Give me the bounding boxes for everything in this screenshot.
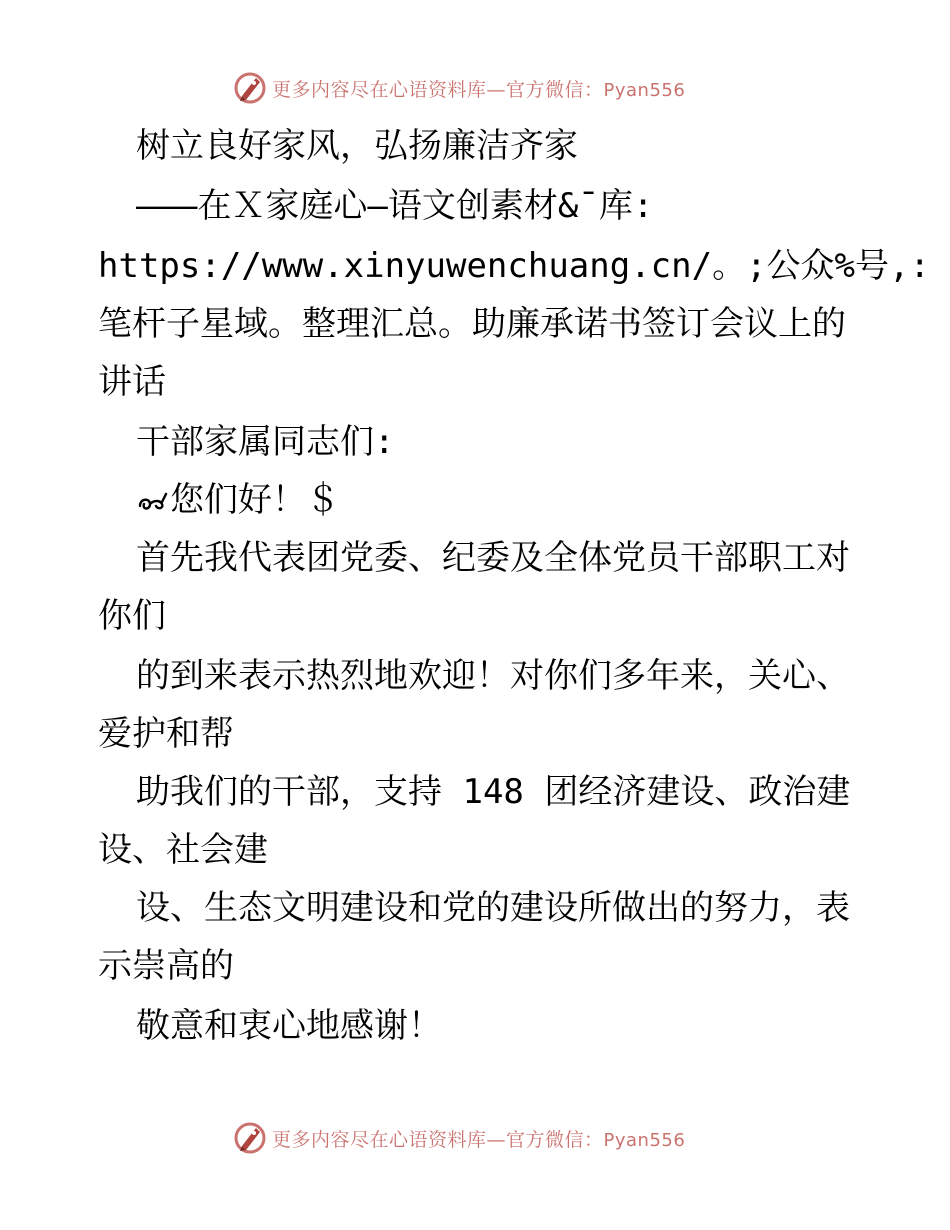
paragraph-2-line-1: 的到来表示热烈地欢迎！对你们多年来，关心、 bbox=[136, 656, 850, 696]
paragraph-2-line-2: 爱护和帮 bbox=[98, 714, 234, 754]
greeting-text: 您们好！＄ bbox=[170, 480, 340, 520]
paragraph-1-line-2: 你们 bbox=[98, 596, 166, 636]
banner-text: 更多内容尽在心语资料库—官方微信：Pyan556 bbox=[272, 1128, 686, 1151]
banner-text: 更多内容尽在心语资料库—官方微信：Pyan556 bbox=[272, 78, 686, 101]
footer-banner bbox=[0, 1118, 950, 1158]
wechat-id: Pyan556 bbox=[603, 1129, 686, 1151]
subtitle-line-1: ———在Ｘ家庭心—语文创素材&¯库: bbox=[136, 186, 654, 226]
pen-logo-icon bbox=[232, 70, 268, 106]
salutation: 干部家属同志们: bbox=[136, 422, 395, 462]
ornament-glyph-icon bbox=[136, 480, 170, 520]
subtitle-line-3: 笔杆子星域。整理汇总。助廉承诺书签订会议上的 bbox=[98, 304, 846, 344]
paragraph-3-line-1: 助我们的干部，支持 148 团经济建设、政治建 bbox=[136, 772, 851, 812]
document-title: 树立良好家风，弘扬廉洁齐家 bbox=[136, 126, 578, 166]
paragraph-5-line-1: 敬意和衷心地感谢！ bbox=[136, 1006, 442, 1046]
greeting-line bbox=[136, 480, 896, 520]
paragraph-4-line-1: 设、生态文明建设和党的建设所做出的努力，表 bbox=[136, 888, 850, 928]
header-banner bbox=[0, 68, 950, 108]
paragraph-4-line-2: 示崇高的 bbox=[98, 946, 234, 986]
wechat-id: Pyan556 bbox=[603, 79, 686, 101]
subtitle-line-4: 讲话 bbox=[98, 362, 166, 402]
paragraph-3-line-2: 设、社会建 bbox=[98, 830, 268, 870]
paragraph-1-line-1: 首先我代表团党委、纪委及全体党员干部职工对 bbox=[136, 538, 850, 578]
subtitle-line-2: https://www.xinyuwenchuang.cn/。;公众%号,: bbox=[98, 246, 930, 286]
pen-logo-icon bbox=[232, 1120, 268, 1156]
